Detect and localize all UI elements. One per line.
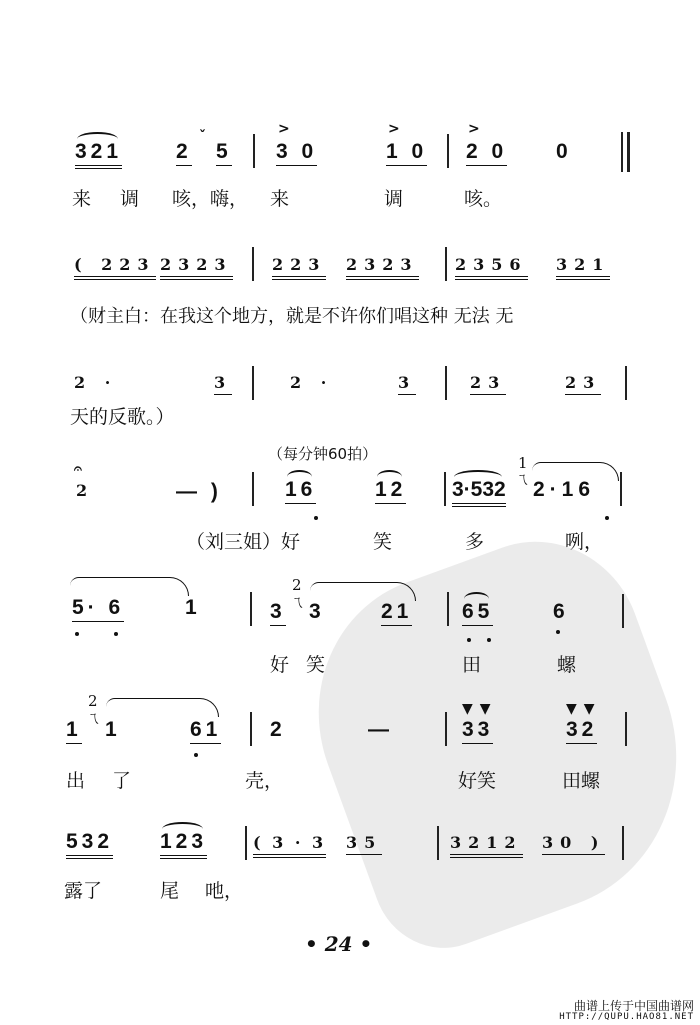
grace-mark-icon: ㄟ <box>86 709 102 727</box>
octave-dot <box>314 516 318 520</box>
barline <box>245 826 247 860</box>
note-group: 2·16 <box>533 478 596 501</box>
lyric: 田螺 <box>562 770 601 792</box>
lyric: 田 <box>462 654 482 676</box>
note-group: 16 <box>285 478 316 504</box>
lyric: （刘三姐）好 <box>186 531 301 553</box>
barline <box>437 826 439 860</box>
note: 3 <box>214 374 232 395</box>
note-group: 532 <box>66 830 113 859</box>
lyric: 尾 <box>160 880 180 902</box>
octave-dot <box>556 630 560 634</box>
lyric: 好 <box>270 654 290 676</box>
note-group: 321 <box>75 140 122 169</box>
lyric: 笑 <box>373 531 393 553</box>
note: 2 · <box>290 373 334 392</box>
barline <box>253 134 255 168</box>
note: 6 <box>553 600 569 623</box>
note: 3 <box>309 600 325 623</box>
octave-dot <box>467 638 471 642</box>
note-group: 1 0 <box>386 140 427 166</box>
lyric: 壳， <box>245 770 284 792</box>
note-group: 23 <box>470 374 506 395</box>
note: 0 <box>556 140 572 163</box>
lyric: 咧， <box>565 531 604 553</box>
lyric: 了 <box>112 770 132 792</box>
fermata-icon: 𝄐 <box>74 461 82 477</box>
lyric: 咳，嗨， <box>172 188 249 210</box>
note: 3 <box>398 374 416 395</box>
lyric: 出 <box>66 770 86 792</box>
lyric: 露了 <box>64 880 103 902</box>
staccato-icon: ▼▼ <box>462 701 498 717</box>
note-group: 21 <box>381 600 412 626</box>
note-group: 35 <box>346 834 382 855</box>
final-barline <box>627 132 630 172</box>
note: 1 <box>185 596 201 619</box>
note-group: 23 <box>565 374 601 395</box>
lyric: 调 <box>384 188 404 210</box>
note: 2 <box>176 140 192 166</box>
accent-icon: > <box>468 121 480 137</box>
barline <box>250 712 252 746</box>
octave-dot <box>605 516 609 520</box>
note-group: 61 <box>190 718 221 744</box>
barline <box>252 472 254 506</box>
barline <box>445 247 447 281</box>
lyric: 笑 <box>306 654 326 676</box>
barline <box>622 826 624 860</box>
note-group: 223 <box>272 256 326 280</box>
note-group: 2323 <box>160 256 233 280</box>
note-group: 2 0 <box>466 140 507 166</box>
grace-mark-icon: ㄟ <box>290 593 306 611</box>
note: 5 <box>216 140 232 166</box>
final-barline <box>621 132 623 172</box>
spoken-text: 天的反歌。） <box>70 406 175 428</box>
slur <box>106 698 219 717</box>
site-url: HTTP://QUPU.HAO81.NET <box>559 1012 694 1022</box>
lyric: 好笑 <box>458 770 497 792</box>
lyric: 调 <box>120 188 140 210</box>
lyric: 多 <box>465 531 485 553</box>
tempo-marking: （每分钟60拍） <box>268 445 378 463</box>
breath-mark: ˇ <box>199 129 206 145</box>
lyric: 咳。 <box>464 188 503 210</box>
barline <box>250 592 252 626</box>
barline <box>620 472 622 506</box>
lyric: 来 <box>72 188 92 210</box>
note-group: 5· 6 <box>72 596 124 622</box>
barline <box>252 366 254 400</box>
barline <box>622 594 624 628</box>
note-group: 12 <box>375 478 406 504</box>
lyric: 螺 <box>557 654 577 676</box>
barline <box>447 592 449 626</box>
accent-icon: > <box>278 121 290 137</box>
grace-note: 2 <box>292 576 302 594</box>
grace-mark-icon: ㄟ <box>515 470 531 488</box>
note: 1 <box>105 718 121 741</box>
note: — ) <box>176 480 222 503</box>
staccato-icon: ▼▼ <box>566 701 602 717</box>
note: — <box>368 718 393 741</box>
page-number: • 24 • <box>305 932 373 956</box>
octave-dot <box>194 753 198 757</box>
note-group: 321 <box>556 256 610 280</box>
grace-note: 1 <box>518 454 528 472</box>
note: 2 <box>76 481 95 500</box>
slur <box>310 582 416 601</box>
note-group: ( 223 <box>74 256 156 280</box>
note-group: 65 <box>462 600 493 626</box>
barline <box>625 366 627 400</box>
note-group: 2356 <box>455 256 528 280</box>
barline <box>625 712 627 746</box>
note: 2 · <box>74 373 118 392</box>
note-group: 3·532 <box>452 478 506 507</box>
note-group: 3 0 <box>276 140 317 166</box>
note: 3 <box>270 600 286 626</box>
octave-dot <box>75 632 79 636</box>
spoken-text: （财主白：在我这个地方，就是不许你们唱这种 无法 无 <box>70 306 514 327</box>
octave-dot <box>114 632 118 636</box>
note-group: 33 <box>462 718 493 744</box>
note-group: ( 3 · 3 <box>253 834 326 858</box>
octave-dot <box>487 638 491 642</box>
lyric: 来 <box>270 188 290 210</box>
note: 1 <box>66 718 82 744</box>
barline <box>444 472 446 506</box>
grace-note: 2 <box>88 692 98 710</box>
note: 2 <box>270 718 286 741</box>
site-watermark <box>559 1000 694 1022</box>
note-group: 30 ) <box>542 834 605 855</box>
slur <box>70 577 189 596</box>
note-group: 3212 <box>450 834 523 858</box>
barline <box>252 247 254 281</box>
barline <box>445 712 447 746</box>
lyric: 吔， <box>205 880 244 902</box>
site-name: 曲谱上传于中国曲谱网 <box>573 999 694 1013</box>
note-group: 2323 <box>346 256 419 280</box>
note-group: 123 <box>160 830 207 859</box>
barline <box>447 134 449 168</box>
note-group: 32 <box>566 718 597 744</box>
accent-icon: > <box>388 121 400 137</box>
barline <box>445 366 447 400</box>
